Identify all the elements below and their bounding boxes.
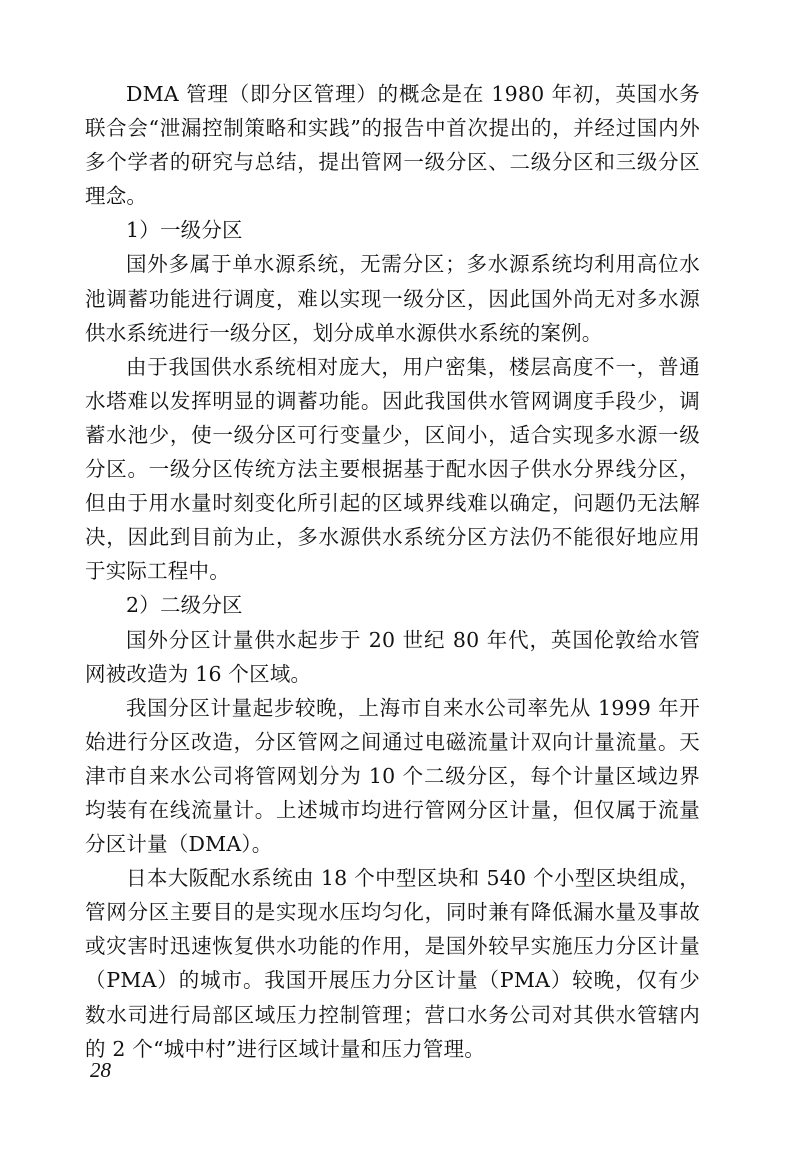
section-heading-level-two: 2）二级分区 <box>126 593 243 618</box>
paragraph-osaka-pma: 日本大阪配水系统由 18 个中型区块和 540 个小型区块组成，管网分区主要目的是实现水压均匀化，同时兼有降低漏水量及事故或灾害时迅速恢复供水功能的作用，是国外较早实施压力分区计量（PMA）的城市。我国开展压力分区计量（PMA）较晚，仅有少数水司进行局部区域压力控制管理；营口水务公司对其供水管辖内的 2 个“城中村”进行区域计量和压力管理。 <box>85 866 700 1061</box>
paragraph-foreign-level-two: 国外分区计量供水起步于 20 世纪 80 年代，英国伦敦给水管网被改造为 16 个区域。 <box>85 627 700 686</box>
page-number: 28 <box>90 1058 111 1082</box>
page-body <box>85 77 700 1066</box>
paragraph-foreign-level-one: 国外多属于单水源系统，无需分区；多水源系统均利用高位水池调蓄功能进行调度，难以实现一级分区，因此国外尚无对多水源供水系统进行一级分区，划分成单水源供水系统的案例。 <box>85 252 700 345</box>
paragraph-domestic-level-two: 我国分区计量起步较晚，上海市自来水公司率先从 1999 年开始进行分区改造，分区管网之间通过电磁流量计双向计量流量。天津市自来水公司将管网划分为 10 个二级分区，每个计量区域边界均装有在线流量计。上述城市均进行管网分区计量，但仅属于流量分区计量（DMA）。 <box>85 695 700 857</box>
paragraph-domestic-level-one: 由于我国供水系统相对庞大，用户密集，楼层高度不一，普通水塔难以发挥明显的调蓄功能。因此我国供水管网调度手段少，调蓄水池少，使一级分区可行变量少，区间小，适合实现多水源一级分区。一级分区传统方法主要根据基于配水因子供水分界线分区，但由于用水量时刻变化所引起的区域界线难以确定，问题仍无法解决，因此到目前为止，多水源供水系统分区方法仍不能很好地应用于实际工程中。 <box>85 354 700 584</box>
section-heading-level-one: 1）一级分区 <box>126 218 243 243</box>
paragraph-dma-concept: DMA 管理（即分区管理）的概念是在 1980 年初，英国水务联合会“泄漏控制策略和实践”的报告中首次提出的，并经过国内外多个学者的研究与总结，提出管网一级分区、二级分区和三级分区理念。 <box>85 82 700 209</box>
